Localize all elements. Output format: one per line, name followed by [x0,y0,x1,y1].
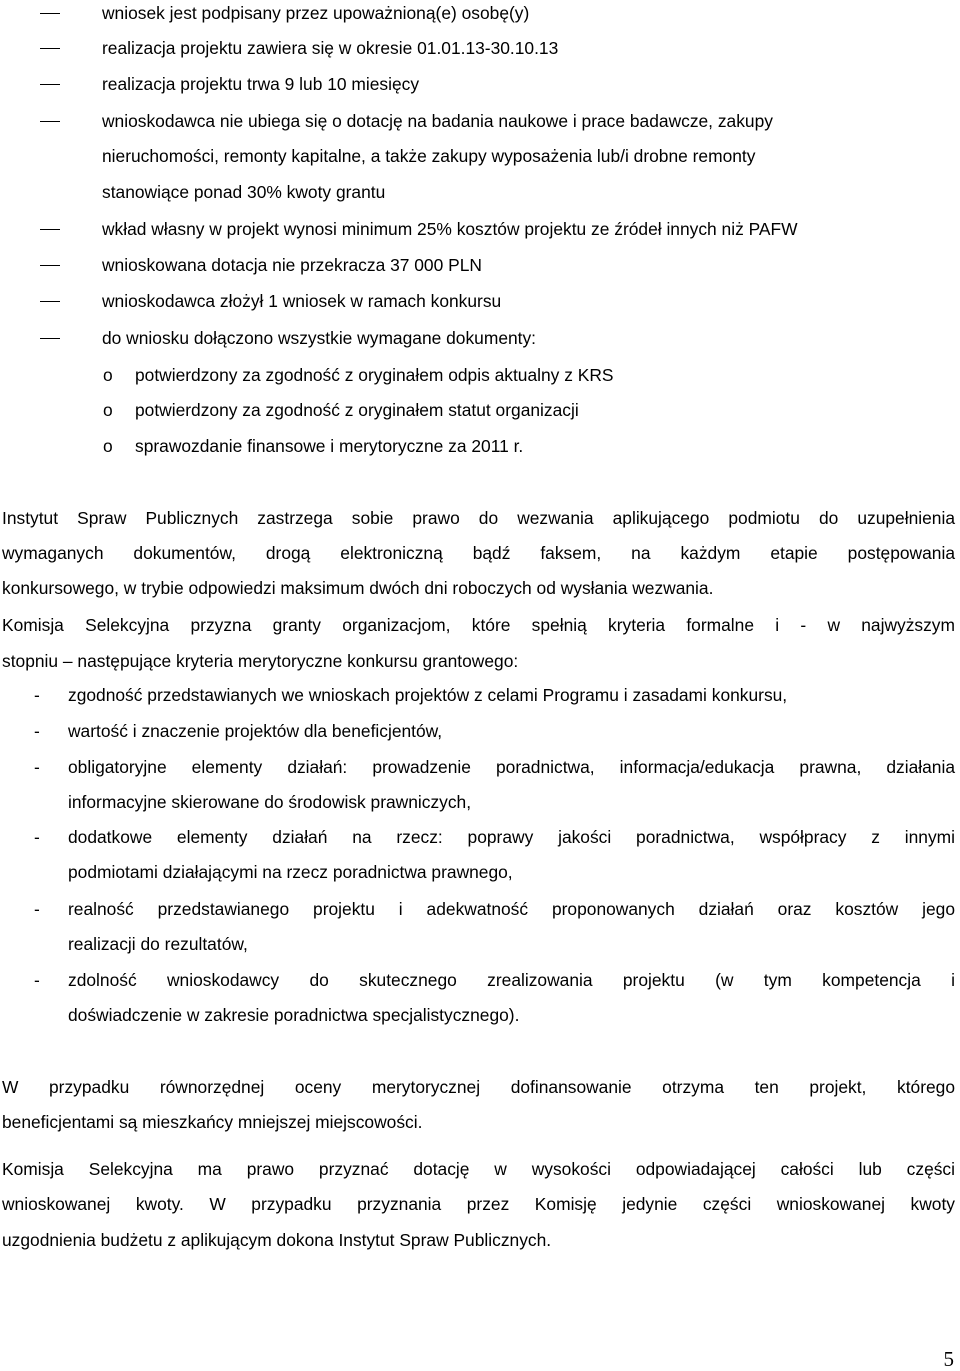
bullet-dash [40,121,60,122]
list-item-continuation: doświadczenie w zakresie poradnictwa specjalistycznego). [68,1005,520,1025]
list-item-continuation: stanowiące ponad 30% kwoty grantu [102,182,386,202]
bullet-dash [40,48,60,49]
bullet-dash [40,229,60,230]
bullet-dash [40,301,60,302]
list-item: obligatoryjne elementy działań: prowadzenie poradnictwa, informacja/edukacja prawna, działania [68,757,955,777]
bullet-hyphen: - [34,757,40,777]
list-item: wnioskowana dotacja nie przekracza 37 000 PLN [102,255,482,275]
bullet-hyphen: - [34,970,40,990]
bullet-dash [40,338,60,339]
list-item-continuation: informacyjne skierowane do środowisk prawniczych, [68,792,472,812]
list-item: sprawozdanie finansowe i merytoryczne za 2011 r. [135,436,524,456]
bullet-hyphen: - [34,721,40,741]
paragraph-line: Komisja Selekcyjna ma prawo przyznać dotację w wysokości odpowiadającej całości lub części [2,1159,955,1179]
list-item-continuation: nieruchomości, remonty kapitalne, a także zakupy wyposażenia lub/i drobne remonty [102,146,756,166]
bullet-dash [40,84,60,85]
bullet-circle: o [103,365,113,385]
bullet-hyphen: - [34,685,40,705]
list-item: potwierdzony za zgodność z oryginałem odpis aktualny z KRS [135,365,614,385]
list-item: wnioskodawca nie ubiega się o dotację na badania naukowe i prace badawcze, zakupy [102,111,773,131]
paragraph-line: Instytut Spraw Publicznych zastrzega sobie prawo do wezwania aplikującego podmiotu do uzupełnienia [2,508,955,528]
bullet-circle: o [103,436,113,456]
list-item: realizacja projektu zawiera się w okresie 01.01.13-30.10.13 [102,38,559,58]
list-item-continuation: podmiotami działającymi na rzecz poradnictwa prawnego, [68,862,513,882]
list-item: wartość i znaczenie projektów dla beneficjentów, [68,721,443,741]
list-item: zdolność wnioskodawcy do skutecznego zrealizowania projektu (w tym kompetencja i [68,970,955,990]
list-item: potwierdzony za zgodność z oryginałem statut organizacji [135,400,579,420]
list-item: do wniosku dołączono wszystkie wymagane dokumenty: [102,328,537,348]
bullet-hyphen: - [34,827,40,847]
bullet-hyphen: - [34,899,40,919]
page-number: 5 [943,1347,954,1371]
list-item-continuation: realizacji do rezultatów, [68,934,248,954]
paragraph-line: beneficjentami są mieszkańcy mniejszej miejscowości. [2,1112,423,1132]
paragraph-line: uzgodnienia budżetu z aplikującym dokona Instytut Spraw Publicznych. [2,1230,552,1250]
list-item: realizacja projektu trwa 9 lub 10 miesięcy [102,74,420,94]
list-item: wkład własny w projekt wynosi minimum 25% kosztów projektu ze źródeł innych niż PAFW [102,219,798,239]
list-item: wnioskodawca złożył 1 wniosek w ramach konkursu [102,291,502,311]
paragraph-line: W przypadku równorzędnej oceny merytorycznej dofinansowanie otrzyma ten projekt, którego [2,1077,955,1097]
paragraph-line: wnioskowanej kwoty. W przypadku przyznania przez Komisję jedynie części wnioskowanej kwoty [2,1194,955,1214]
paragraph-line: Komisja Selekcyjna przyzna granty organizacjom, które spełnią kryteria formalne i - w najwyższym [2,615,955,635]
list-item: zgodność przedstawianych we wnioskach projektów z celami Programu i zasadami konkursu, [68,685,788,705]
list-item: realność przedstawianego projektu i adekwatność proponowanych działań oraz kosztów jego [68,899,955,919]
paragraph-line: konkursowego, w trybie odpowiedzi maksimum dwóch dni roboczych od wysłania wezwania. [2,578,714,598]
list-item: dodatkowe elementy działań na rzecz: poprawy jakości poradnictwa, współpracy z innymi [68,827,955,847]
paragraph-line: wymaganych dokumentów, drogą elektroniczną bądź faksem, na każdym etapie postępowania [2,543,955,563]
paragraph-line: stopniu – następujące kryteria merytoryczne konkursu grantowego: [2,651,519,671]
list-item: wniosek jest podpisany przez upoważnioną(e) osobę(y) [102,3,530,23]
bullet-circle: o [103,400,113,420]
bullet-dash [40,265,60,266]
bullet-dash [40,13,60,14]
